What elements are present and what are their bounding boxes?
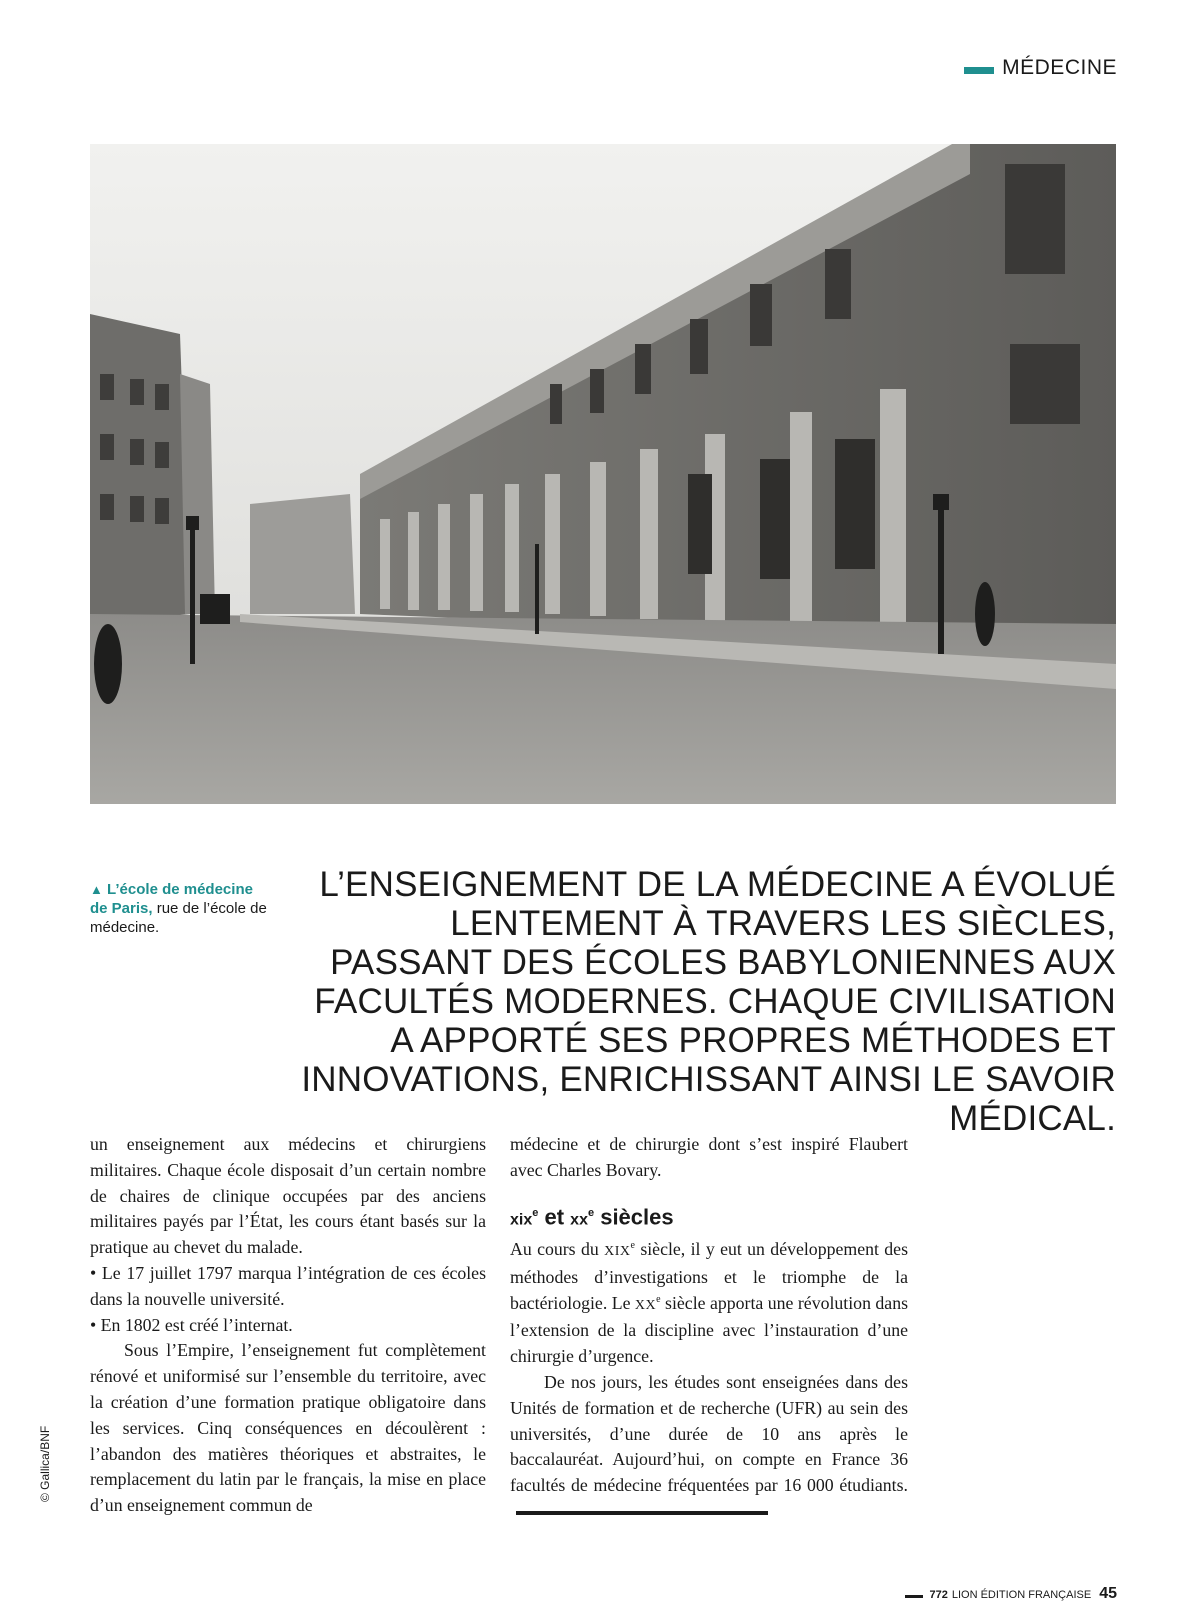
- subheading: [510, 1200, 908, 1233]
- text-run: siècle apporta une révolution dans l’extension de la discipline avec l’instauration d’une chirurgie d’urgence.: [510, 1292, 909, 1367]
- text-run: XIX: [604, 1243, 631, 1259]
- issue-number: 772: [929, 1589, 948, 1601]
- text-run: XX: [634, 1297, 657, 1313]
- subheading-part: et: [538, 1203, 571, 1229]
- subheading-part: xx: [570, 1210, 588, 1228]
- left-bullet-2: • En 1802 est créé l’internat.: [90, 1314, 293, 1335]
- left-bullet-1: • Le 17 juillet 1797 marqua l’intégration de ces écoles dans la nouvelle université.: [90, 1262, 486, 1309]
- end-of-article-rule: [516, 1511, 768, 1515]
- text-run: e: [630, 1240, 635, 1251]
- text-run: siècle, il y eut un développement des méthodes d’investigations et le triomphe de la bactériologie. Le: [510, 1238, 908, 1313]
- lead-paragraph: L’ENSEIGNEMENT DE LA MÉDECINE A ÉVOLUÉ LENTEMENT À TRAVERS LES SIÈCLES, PASSANT DES ÉCOLES BABYLONIENNES AUX FACULTÉS MODERNES. CHAQUE CIVILISATION A APPORTÉ SES PROPRES MÉTHODES ET INNOVATIONS, ENRICHISSANT AINSI LE SAVOIR MÉDICAL.: [301, 865, 1116, 1138]
- section-accent-bar: [964, 67, 994, 74]
- caption-arrow-icon: ▲: [90, 882, 103, 897]
- historic-photo: [90, 144, 1116, 804]
- section-tag: [964, 56, 1117, 80]
- photo-caption: [90, 880, 270, 937]
- publication-name: LION ÉDITION FRANÇAISE: [951, 1589, 1092, 1601]
- subheading-part: siècles: [594, 1203, 674, 1229]
- left-column: [90, 1132, 486, 1519]
- page-footer: [905, 1585, 1117, 1603]
- photo-illustration: [90, 144, 1116, 804]
- subheading-part: xix: [510, 1210, 533, 1228]
- caption-rest: rue de l’école de médecine.: [90, 900, 267, 936]
- text-run: e: [656, 1293, 661, 1305]
- text-run: De nos jours, les études sont enseignées dans des Unités de formation et de recherche (UFR) au sein des universités, d’une durée de 10 ans après le baccalauréat. Aujourd’hui, on compte en France 36 facultés de médecine fréquentées par 16 000 étudiants.: [510, 1371, 908, 1496]
- left-paragraph-1: un enseignement aux médecins et chirurgiens militaires. Chaque école disposait d’un certain nombre de chaires de clinique occupées par des anciens militaires payés par l’État, les cours étant basés sur la pratique au chevet du malade.: [90, 1134, 486, 1258]
- right-paragraph-3: [510, 1370, 908, 1525]
- right-column: [510, 1132, 908, 1525]
- subheading-sup: e: [587, 1206, 595, 1219]
- photo-credit: © Gallica/BNF: [38, 1425, 52, 1502]
- right-paragraph-2: [510, 1237, 908, 1370]
- left-paragraph-2: Sous l’Empire, l’enseignement fut complètement rénové et uniformisé sur l’ensemble du territoire, avec la création d’une formation pratique obligatoire dans les services. Cinq conséquences en découlèrent : l’abandon des matières théoriques et abstraites, le remplacement du latin par le français, la mise en place d’un enseignement commun de: [90, 1340, 486, 1516]
- footer-dash: [905, 1595, 923, 1598]
- section-label: MÉDECINE: [1002, 56, 1117, 79]
- text-run: Au cours du: [510, 1238, 605, 1259]
- subheading-sup: e: [532, 1206, 539, 1219]
- page-number: 45: [1099, 1585, 1117, 1602]
- caption-bold: L’école de médecine de Paris,: [90, 881, 253, 917]
- right-paragraph-1: médecine et de chirurgie dont s’est inspiré Flaubert avec Charles Bovary.: [510, 1134, 908, 1180]
